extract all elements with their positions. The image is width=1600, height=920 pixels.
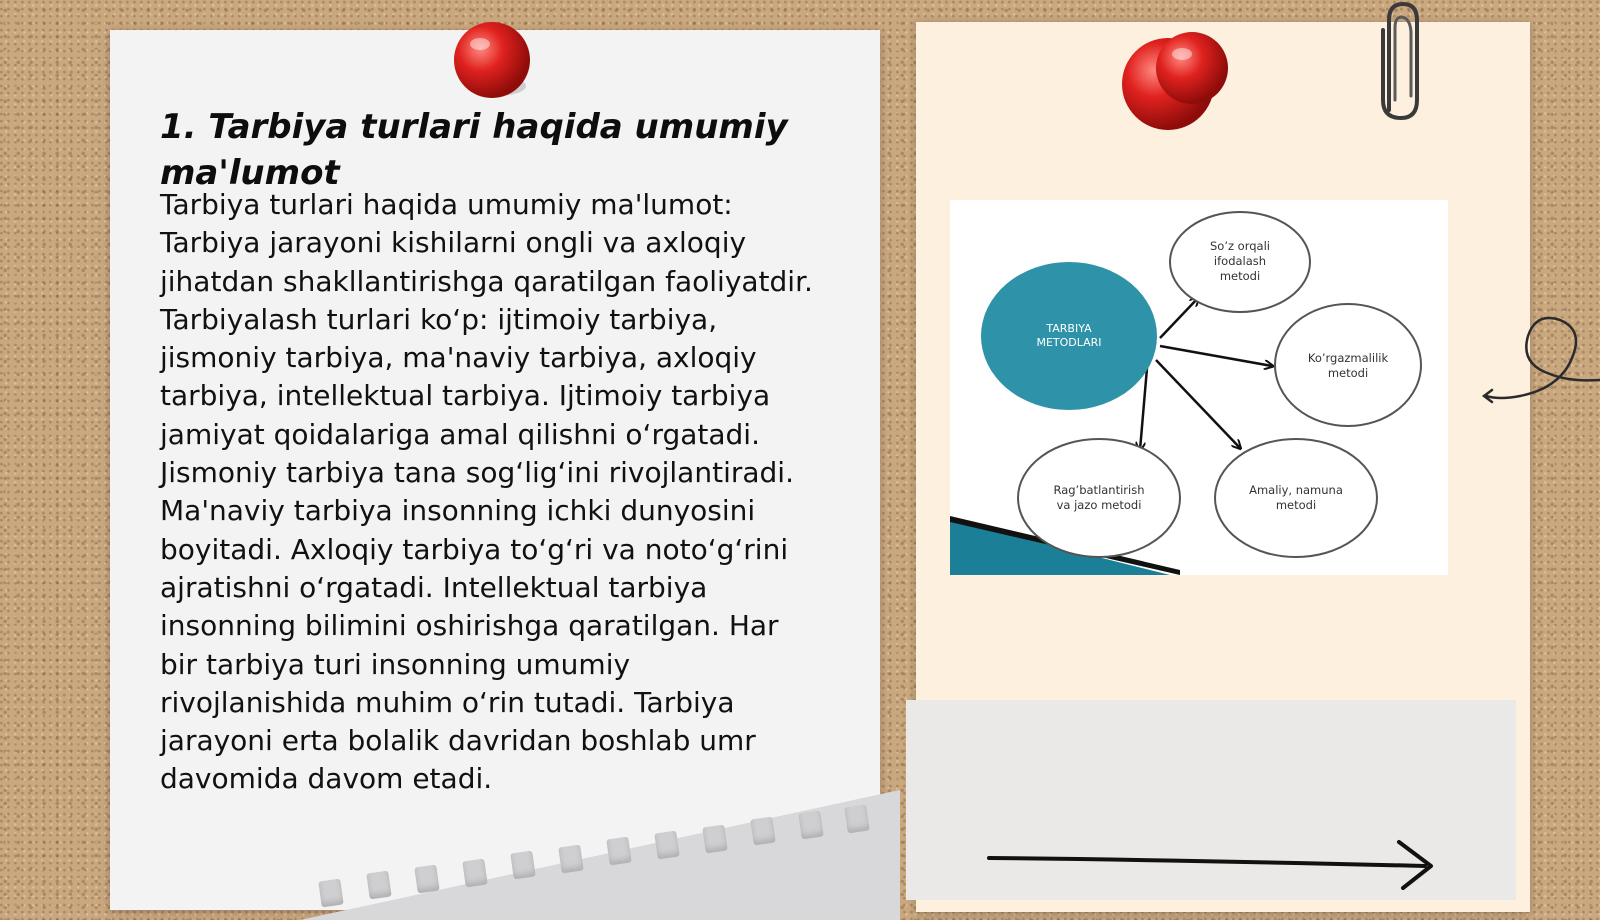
center-node-label: TARBIYA bbox=[1046, 322, 1092, 335]
node-label: va jazo metodi bbox=[1056, 498, 1142, 512]
paperclip-icon bbox=[1375, 0, 1425, 125]
paper-tab bbox=[462, 859, 487, 888]
node-label: So’z orqali bbox=[1210, 239, 1270, 253]
node-label: Amaliy, namuna bbox=[1249, 483, 1343, 497]
paper-tab bbox=[558, 845, 583, 874]
push-pin-icon bbox=[1120, 30, 1250, 140]
paper-tab bbox=[414, 865, 439, 894]
long-arrow-right-icon bbox=[985, 830, 1445, 890]
string-curl-icon bbox=[1480, 310, 1600, 410]
paper-tab bbox=[606, 837, 631, 866]
arrow-to-ragbat bbox=[1140, 368, 1147, 450]
push-pin-icon bbox=[450, 20, 534, 104]
paper-tab bbox=[750, 817, 775, 846]
node-label: metodi bbox=[1327, 366, 1369, 380]
node-label: ifodalash bbox=[1213, 254, 1267, 268]
node-label: Ko’rgazmalilik bbox=[1307, 351, 1389, 365]
paper-tab bbox=[844, 805, 869, 834]
node-label: metodi bbox=[1219, 269, 1261, 283]
paper-tab bbox=[798, 811, 823, 840]
node-label: metodi bbox=[1275, 498, 1317, 512]
paper-tab bbox=[318, 879, 343, 908]
arrow-to-korgazmalilik bbox=[1160, 346, 1272, 366]
diagram-canvas bbox=[950, 200, 1448, 575]
teaching-methods-diagram bbox=[950, 200, 1448, 575]
paper-tab bbox=[654, 831, 679, 860]
slide-title: 1. Tarbiya turlari haqida umumiy ma'lumot bbox=[160, 107, 788, 193]
center-node-label: METODLARI bbox=[1036, 336, 1102, 349]
paper-tab bbox=[366, 871, 391, 900]
arrow-to-amaliy bbox=[1156, 360, 1240, 448]
paper-tab bbox=[510, 851, 535, 880]
node-label: Rag’batlantirish bbox=[1053, 483, 1145, 497]
paper-tab bbox=[702, 825, 727, 854]
node-korgazmalilik bbox=[1275, 304, 1421, 426]
slide-body-text: Tarbiya turlari haqida umumiy ma'lumot: Tarbiya jarayoni kishilarni ongli va axloqiy jihatdan shakllantirishga qaratilgan faoliyatdir. Tarbiyalash turlari ko‘p: ijtimoiy tarbiya, jismoniy tarbiya, ma'naviy tarbiya, axloqiy tarbiya, intellektual tarbiya. Ijtimoiy tarbiya jamiyat qoidalariga amal qilishni o‘rgatadi. Jismoniy tarbiya tana sog‘lig‘ini rivojlantiradi. Ma'naviy tarbiya insonning ichki dunyosini boyitadi. Axloqiy tarbiya to‘g‘ri va noto‘g‘rini ajratishni o‘rgatadi. Intellektual tarbiya insonning bilimini oshirishga qaratilgan. Har bir tarbiya turi insonning umumiy rivojlanishida muhim o‘rin tutadi. Tarbiya jarayoni erta bolalik davridan boshlab umr davomida davom etadi. bbox=[160, 188, 813, 796]
arrow-to-soz bbox=[1160, 298, 1198, 338]
